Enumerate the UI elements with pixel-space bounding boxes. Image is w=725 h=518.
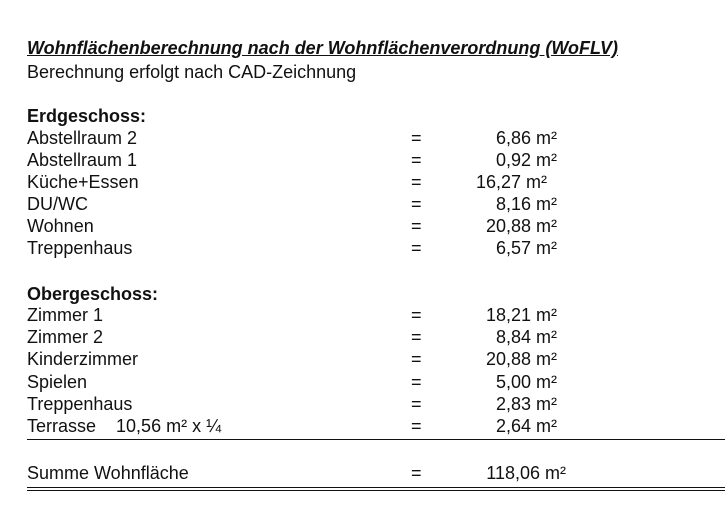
equals-sign: = [411,216,422,236]
equals-sign: = [411,416,422,436]
area-value: 20,88 m² [485,216,557,236]
area-value: 6,86 m² [495,128,557,148]
equals-sign: = [411,327,422,347]
area-row [0,372,725,394]
area-row [0,172,725,194]
equals-sign: = [411,238,422,258]
area-value: 8,16 m² [495,194,557,214]
area-row [0,305,725,327]
equals-sign: = [411,305,422,325]
area-value: 5,00 m² [495,372,557,392]
area-row [0,349,725,371]
room-label: Treppenhaus [27,238,133,258]
equals-sign: = [411,128,422,148]
area-row [0,238,725,260]
subtotal-rule [27,439,725,440]
section-heading-erdgeschoss: Erdgeschoss: [27,106,147,126]
room-label: Zimmer 1 [27,305,103,325]
area-row [0,194,725,216]
area-value: 16,27 m² [475,172,547,192]
room-label: DU/WC [27,194,88,214]
area-row [0,416,725,438]
area-value: 20,88 m² [485,349,557,369]
equals-sign: = [411,150,422,170]
room-label: Treppenhaus [27,394,133,414]
area-value: 2,83 m² [495,394,557,414]
area-row [0,216,725,238]
section-heading-obergeschoss: Obergeschoss: [27,284,159,304]
area-row [0,128,725,150]
equals-sign: = [411,194,422,214]
room-label: Wohnen [27,216,94,236]
room-label: Abstellraum 2 [27,128,138,148]
room-label: Abstellraum 1 [27,150,138,170]
area-value: 6,57 m² [495,238,557,258]
total-label: Summe Wohnfläche [27,463,189,483]
area-value: 2,64 m² [495,416,557,436]
equals-sign: = [411,172,422,192]
room-calculation-note: 10,56 m² x ¼ [116,416,222,436]
room-label: Zimmer 2 [27,327,103,347]
area-value: 18,21 m² [485,305,557,325]
room-label [27,416,221,437]
area-value: 0,92 m² [495,150,557,170]
room-name: Terrasse [27,416,97,436]
total-row [0,463,725,485]
room-label: Spielen [27,372,88,392]
area-row [0,394,725,416]
area-row [0,327,725,349]
equals-sign: = [411,394,422,414]
document-title: Wohnflächenberechnung nach der Wohnflächenverordnung (WoFLV) [27,38,619,58]
document-subtitle: Berechnung erfolgt nach CAD-Zeichnung [27,62,357,82]
equals-sign: = [411,463,422,483]
area-value: 8,84 m² [495,327,557,347]
equals-sign: = [411,349,422,369]
total-value: 118,06 m² [486,463,566,483]
equals-sign: = [411,372,422,392]
total-double-rule [27,487,725,491]
room-label: Küche+Essen [27,172,139,192]
room-label: Kinderzimmer [27,349,139,369]
area-row [0,150,725,172]
